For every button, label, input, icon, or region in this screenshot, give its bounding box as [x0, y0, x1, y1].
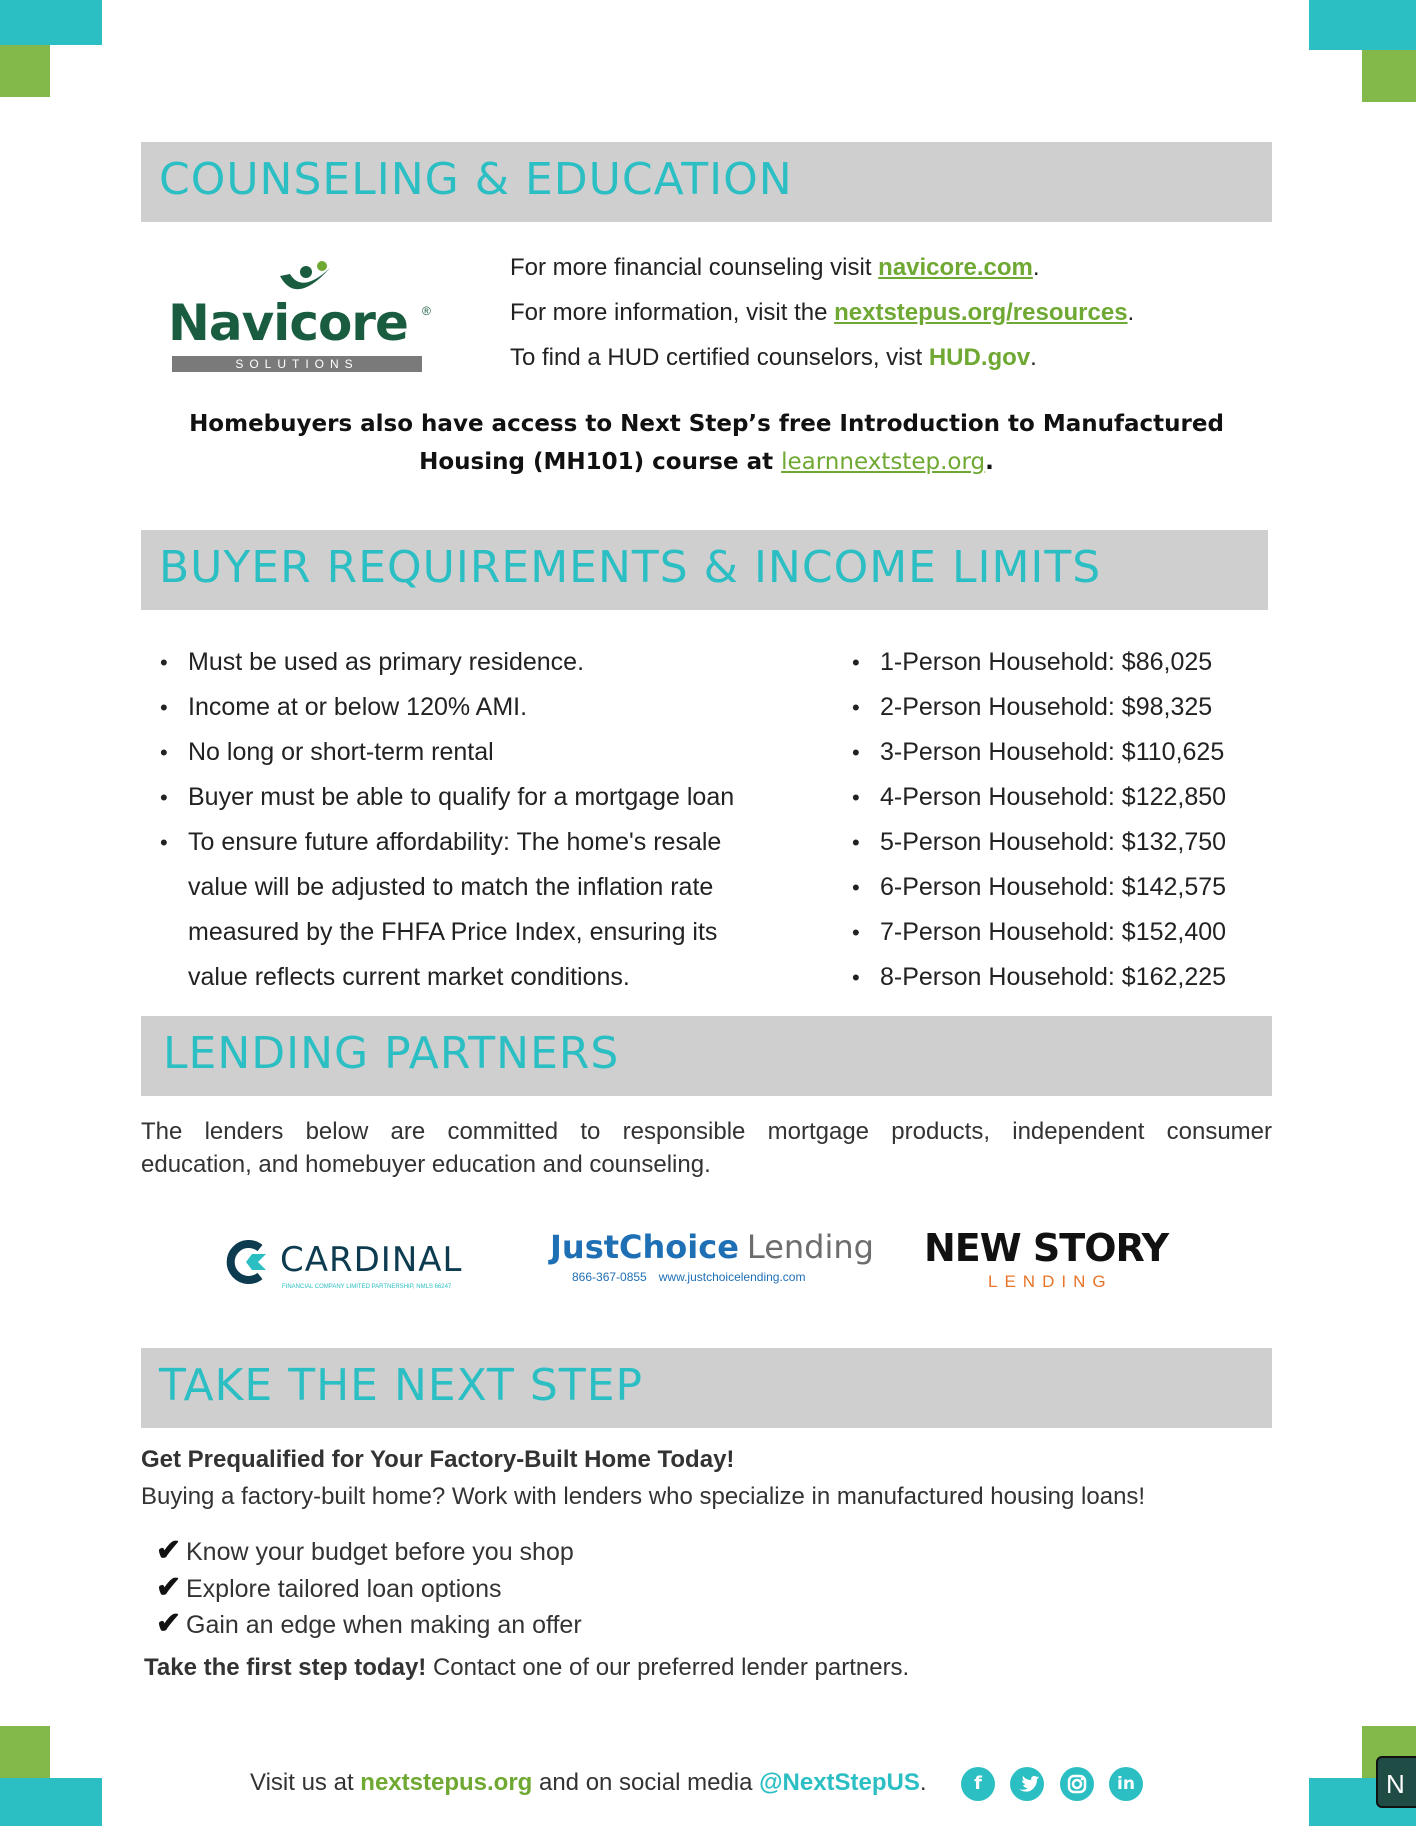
counseling-line-resources: For more information, visit the nextstepus.org/resources. [510, 299, 1135, 326]
navicore-subtitle-bar: SOLUTIONS [172, 356, 422, 372]
checkmark-icon: ✔ [156, 1534, 182, 1567]
corner-tab[interactable]: N [1376, 1756, 1416, 1808]
corner-decoration-top-left-teal [0, 0, 102, 45]
navicore-registered-mark: ® [422, 304, 431, 318]
newstory-wordmark: NEW STORY [924, 1226, 1169, 1270]
cardinal-logo[interactable] [226, 1238, 486, 1298]
requirements-list [158, 640, 778, 1000]
requirements-title: BUYER REQUIREMENTS & INCOME LIMITS [159, 542, 1102, 593]
resources-link[interactable]: nextstepus.org/resources [834, 299, 1128, 326]
counseling-header [141, 142, 1272, 222]
list-item: • 6-Person Household: $142,575 [850, 865, 1270, 910]
list-item: • 2-Person Household: $98,325 [850, 685, 1270, 730]
requirements-header [141, 530, 1268, 610]
list-item: • No long or short-term rental [158, 730, 778, 775]
list-item: • Income at or below 120% AMI. [158, 685, 778, 730]
instagram-glyph-icon [1060, 1767, 1094, 1801]
counseling-title: COUNSELING & EDUCATION [159, 154, 793, 205]
counseling-line-navicore: For more financial counseling visit navicore.com. [510, 254, 1040, 281]
twitter-bird-icon [1010, 1767, 1044, 1801]
linkedin-icon[interactable]: in [1109, 1767, 1143, 1801]
course-notice-line2: Housing (MH101) course at learnnextstep.org. [419, 449, 994, 475]
check-item: ✔ Know your budget before you shop [156, 1534, 574, 1567]
next-step-heading: Get Prequalified for Your Factory-Built Home Today! [141, 1446, 735, 1473]
next-step-cta: Take the first step today! Contact one of our preferred lender partners. [144, 1654, 910, 1681]
lending-title: LENDING PARTNERS [163, 1028, 620, 1079]
lending-header [141, 1016, 1272, 1096]
cardinal-wordmark: CARDINAL [280, 1240, 463, 1280]
list-item: • 4-Person Household: $122,850 [850, 775, 1270, 820]
justchoice-logo[interactable] [550, 1228, 874, 1288]
navicore-logo [168, 258, 438, 373]
list-item: • 7-Person Household: $152,400 [850, 910, 1270, 955]
navicore-wordmark: Navicore [168, 294, 408, 352]
checkmark-icon: ✔ [156, 1607, 182, 1640]
counseling-line-hud: To find a HUD certified counselors, vist HUD.gov. [510, 344, 1037, 371]
corner-decoration-top-left-green [0, 45, 50, 97]
list-item: • 1-Person Household: $86,025 [850, 640, 1270, 685]
footer-handle-link[interactable]: @NextStepUS [759, 1769, 920, 1796]
hud-link[interactable]: HUD.gov [928, 344, 1031, 371]
check-item: ✔ Gain an edge when making an offer [156, 1607, 582, 1640]
check-item: ✔ Explore tailored loan options [156, 1571, 502, 1604]
checkmark-icon: ✔ [156, 1571, 182, 1604]
corner-decoration-bottom-left-teal [0, 1778, 102, 1826]
next-step-intro: Buying a factory-built home? Work with lenders who specialize in manufactured housing loans! [141, 1483, 1146, 1510]
list-item-affordability: • To ensure future affordability: The home's resale value will be adjusted to match the inflation rate measured by the FHFA Price Index, ensuring its value reflects current market conditions. [158, 820, 778, 1000]
income-limits-list [850, 640, 1270, 1000]
newstory-subtitle: LENDING [988, 1272, 1113, 1291]
corner-decoration-top-right-teal [1309, 0, 1416, 50]
list-item: • Must be used as primary residence. [158, 640, 778, 685]
lending-description-line1: The lenders below are committed to responsible mortgage products, independent consumer [141, 1118, 1272, 1145]
newstory-logo[interactable] [920, 1226, 1190, 1296]
instagram-icon[interactable] [1060, 1767, 1094, 1801]
lending-description-line2: education, and homebuyer education and counseling. [141, 1151, 711, 1178]
footer-site-link[interactable]: nextstepus.org [360, 1769, 533, 1796]
navicore-link[interactable]: navicore.com [878, 254, 1033, 281]
course-notice-line1: Homebuyers also have access to Next Step’s free Introduction to Manufactured [189, 411, 1224, 437]
next-step-title: TAKE THE NEXT STEP [159, 1360, 644, 1411]
list-item: • 5-Person Household: $132,750 [850, 820, 1270, 865]
justchoice-wordmark: JustChoice Lending [550, 1228, 874, 1266]
course-notice [141, 405, 1272, 481]
list-item: • Buyer must be able to qualify for a mortgage loan [158, 775, 778, 820]
corner-decoration-bottom-left-green [0, 1726, 50, 1778]
facebook-icon[interactable]: f [961, 1767, 995, 1801]
lending-description [141, 1115, 1272, 1181]
twitter-icon[interactable] [1010, 1767, 1044, 1801]
corner-decoration-top-right-green [1362, 50, 1416, 102]
list-item: • 3-Person Household: $110,625 [850, 730, 1270, 775]
list-item: • 8-Person Household: $162,225 [850, 955, 1270, 1000]
learnnextstep-link[interactable]: learnnextstep.org [781, 449, 986, 475]
footer-line: Visit us at nextstepus.org and on social media @NextStepUS. [250, 1769, 927, 1796]
justchoice-contact: 866-367-0855 www.justchoicelending.com [572, 1270, 806, 1284]
cardinal-mark-icon [226, 1240, 270, 1284]
cardinal-subtitle: FINANCIAL COMPANY LIMITED PARTNERSHIP, NMLS 66247 [282, 1284, 452, 1290]
next-step-header [141, 1348, 1272, 1428]
